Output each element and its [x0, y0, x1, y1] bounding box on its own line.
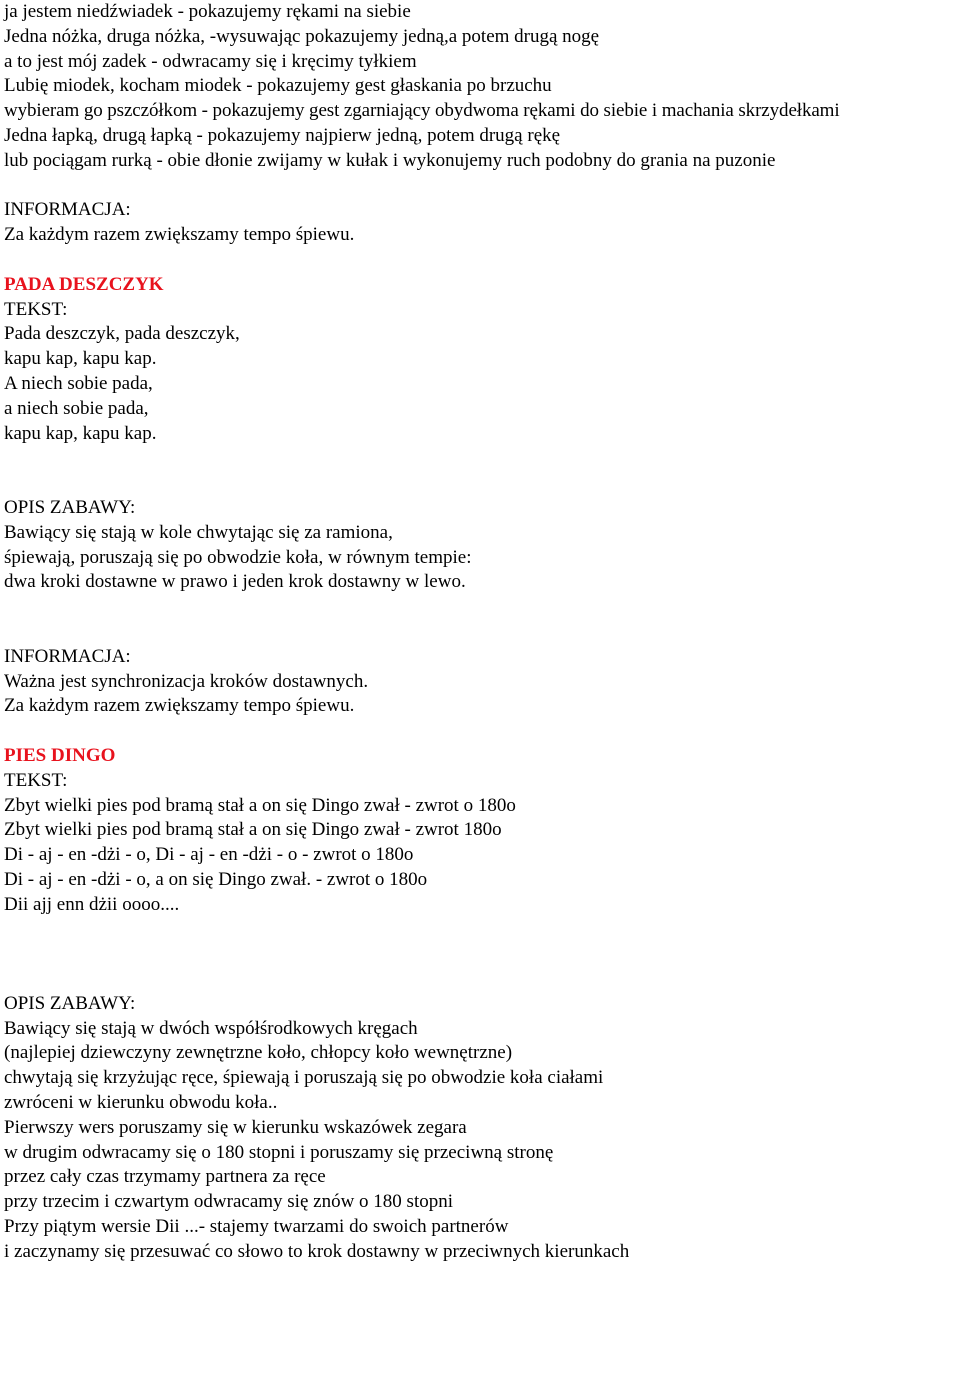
lyric-line: Zbyt wielki pies pod bramą stał a on się Dingo zwał - zwrot o 180o	[4, 794, 516, 816]
opis-line: przez cały czas trzymamy partnera za ręce	[4, 1166, 326, 1188]
intro-line: Lubię miodek, kocham miodek - pokazujemy gest głaskania po brzuchu	[4, 75, 552, 97]
spacer	[4, 917, 958, 967]
opis-line: i zaczynamy się przesuwać co słowo to krok dostawny w przeciwnych kierunkach	[4, 1240, 630, 1262]
opis-line: Bawiący się stają w kole chwytając się za ramiona,	[4, 521, 393, 543]
spacer	[4, 967, 958, 992]
opis-line: zwróceni w kierunku obwodu koła..	[4, 1092, 278, 1114]
lyric-line: Zbyt wielki pies pod bramą stał a on się Dingo zwał - zwrot 180o	[4, 819, 502, 841]
spacer	[4, 248, 958, 273]
intro-line: ja jestem niedźwiadek - pokazujemy rękami na siebie	[4, 1, 411, 22]
opis-line: w drugim odwracamy się o 180 stopni i poruszamy się przeciwną stronę	[4, 1141, 554, 1163]
opis-label: OPIS ZABAWY:	[4, 992, 136, 1014]
info-line: Ważna jest synchronizacja kroków dostawnych.	[4, 670, 369, 692]
spacer	[4, 446, 958, 496]
song-title: PADA DESZCZYK	[4, 273, 164, 295]
intro-line: wybieram go pszczółkom - pokazujemy gest zgarniający obydwoma rękami do siebie i machania skrzydełkami	[4, 100, 840, 122]
info-label: INFORMACJA:	[4, 199, 131, 221]
opis-line: Przy piątym wersie Dii ...- stajemy twarzami do swoich partnerów	[4, 1216, 509, 1238]
intro-section	[4, 0, 958, 248]
lyric-line: Di - aj - en -dżi - o, Di - aj - en -dżi - o - zwrot o 180o	[4, 844, 414, 866]
opis-line: śpiewają, poruszają się po obwodzie koła, w równym tempie:	[4, 546, 472, 568]
document-page	[4, 0, 958, 1265]
lyric-line: a niech sobie pada,	[4, 397, 149, 419]
text-label: TEKST:	[4, 298, 68, 320]
info-line: Za każdym razem zwiększamy tempo śpiewu.	[4, 695, 355, 717]
spacer	[4, 719, 958, 744]
song-pies-dingo	[4, 744, 958, 1265]
opis-line: Bawiący się stają w dwóch współśrodkowych kręgach	[4, 1017, 418, 1039]
lyric-line: kapu kap, kapu kap.	[4, 348, 157, 370]
opis-line: chwytają się krzyżując ręce, śpiewają i poruszają się po obwodzie koła ciałami	[4, 1067, 604, 1089]
lyric-line: Di - aj - en -dżi - o, a on się Dingo zwał. - zwrot o 180o	[4, 868, 428, 890]
lyric-line: A niech sobie pada,	[4, 372, 153, 394]
song-title: PIES DINGO	[4, 744, 116, 766]
info-label: INFORMACJA:	[4, 645, 131, 667]
opis-line: przy trzecim i czwartym odwracamy się znów o 180 stopni	[4, 1191, 453, 1213]
intro-line: Jedna nóżka, druga nóżka, -wysuwając pokazujemy jedną,a potem drugą nogę	[4, 25, 600, 47]
spacer	[4, 174, 958, 199]
opis-line: Pierwszy wers poruszamy się w kierunku wskazówek zegara	[4, 1116, 467, 1138]
opis-line: (najlepiej dziewczyny zewnętrzne koło, chłopcy koło wewnętrzne)	[4, 1042, 513, 1064]
intro-line: a to jest mój zadek - odwracamy się i kręcimy tyłkiem	[4, 50, 417, 72]
intro-line: lub pociągam rurką - obie dłonie zwijamy w kułak i wykonujemy ruch podobny do grania na puzonie	[4, 149, 776, 171]
lyric-line: Dii ajj enn dżii oooo....	[4, 893, 180, 915]
spacer	[4, 595, 958, 645]
opis-line: dwa kroki dostawne w prawo i jeden krok dostawny w lewo.	[4, 571, 466, 593]
text-label: TEKST:	[4, 769, 68, 791]
lyric-line: Pada deszczyk, pada deszczyk,	[4, 323, 240, 345]
opis-label: OPIS ZABAWY:	[4, 496, 136, 518]
song-pada-deszczyk	[4, 273, 958, 719]
info-text: Za każdym razem zwiększamy tempo śpiewu.	[4, 224, 355, 246]
lyric-line: kapu kap, kapu kap.	[4, 422, 157, 444]
intro-line: Jedna łapką, drugą łapką - pokazujemy najpierw jedną, potem drugą rękę	[4, 124, 561, 146]
